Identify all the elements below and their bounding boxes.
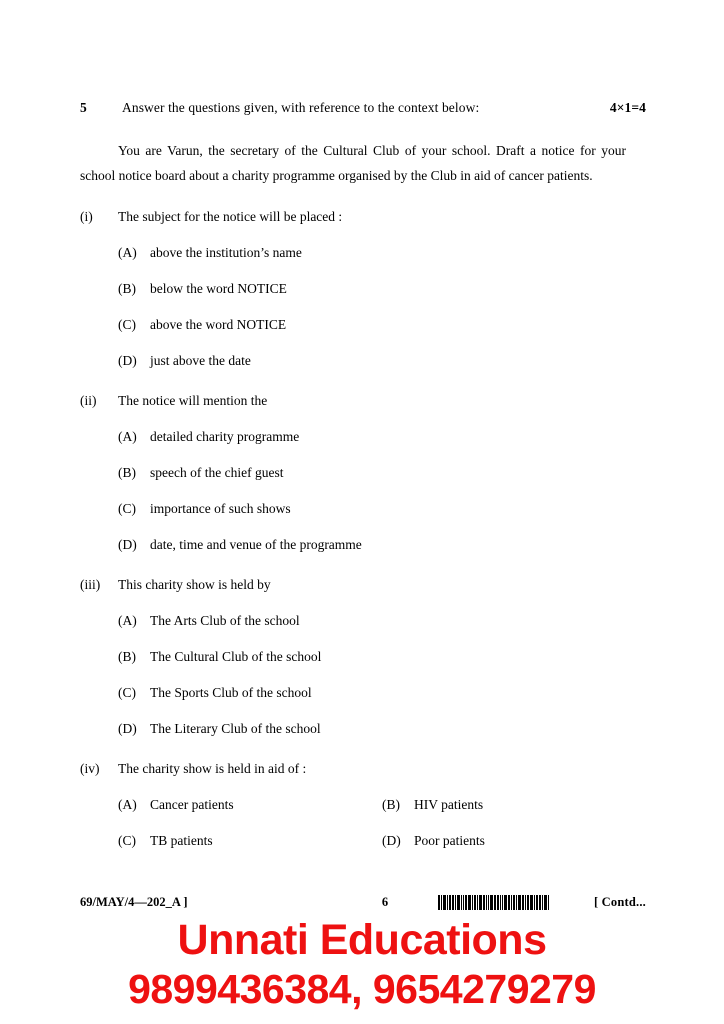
question-item [80, 206, 646, 372]
question-item [80, 574, 646, 740]
question-instruction: Answer the questions given, with reference to the context below: [122, 100, 480, 115]
overlay-phone-numbers: 9899436384, 9654279279 [128, 966, 596, 1012]
option-label: (C) [118, 685, 136, 700]
option-text: speech of the chief guest [150, 465, 284, 480]
option-text: The Literary Club of the school [150, 721, 321, 736]
option-text: detailed charity programme [150, 429, 300, 444]
item-label: (i) [80, 209, 93, 224]
option-row[interactable] [80, 534, 646, 556]
question-heading [80, 100, 646, 116]
item-stem-text: This charity show is held by [118, 577, 271, 592]
option-row[interactable] [118, 794, 382, 816]
option-text: above the word NOTICE [150, 317, 287, 332]
option-label: (C) [118, 833, 136, 848]
option-label: (D) [118, 721, 137, 736]
option-text: The Arts Club of the school [150, 613, 300, 628]
option-row[interactable] [80, 314, 646, 336]
question-block [80, 100, 646, 852]
option-label: (A) [118, 797, 137, 812]
option-label: (B) [118, 649, 136, 664]
question-item [80, 390, 646, 556]
item-label: (ii) [80, 393, 97, 408]
option-row[interactable] [80, 350, 646, 372]
footer-paper-code: 69/MAY/4—202_A ] [80, 895, 188, 909]
option-label: (D) [382, 833, 401, 848]
question-number: 5 [80, 100, 87, 115]
item-stem-text: The notice will mention the [118, 393, 268, 408]
option-label: (C) [118, 501, 136, 516]
footer-page-number: 6 [381, 895, 389, 909]
option-label: (A) [118, 613, 137, 628]
option-row[interactable] [80, 646, 646, 668]
option-text: Cancer patients [150, 797, 234, 812]
option-text: below the word NOTICE [150, 281, 287, 296]
option-text: The Cultural Club of the school [150, 649, 322, 664]
barcode-icon [438, 895, 550, 910]
option-row-pair [80, 794, 646, 816]
footer-contd: [ Contd... [593, 895, 646, 909]
option-text: above the institution’s name [150, 245, 302, 260]
item-stem [80, 758, 646, 780]
option-text: HIV patients [414, 797, 484, 812]
option-text: importance of such shows [150, 501, 291, 516]
option-text: The Sports Club of the school [150, 685, 312, 700]
option-row[interactable] [80, 718, 646, 740]
question-item [80, 758, 646, 852]
option-label: (D) [118, 353, 137, 368]
option-text: date, time and venue of the programme [150, 537, 362, 552]
option-text: TB patients [150, 833, 213, 848]
overlay-advertisement [0, 915, 724, 1013]
item-label: (iii) [80, 577, 101, 592]
option-row[interactable] [80, 242, 646, 264]
option-row[interactable] [80, 462, 646, 484]
item-stem [80, 390, 646, 412]
option-row[interactable] [80, 278, 646, 300]
question-marks: 4×1=4 [609, 100, 646, 115]
option-text: just above the date [150, 353, 251, 368]
option-label: (D) [118, 537, 137, 552]
option-text: Poor patients [414, 833, 485, 848]
option-row[interactable] [382, 794, 646, 816]
option-label: (A) [118, 245, 137, 260]
item-stem-text: The charity show is held in aid of : [118, 761, 307, 776]
page-footer [80, 895, 646, 910]
option-row[interactable] [118, 830, 382, 852]
option-row[interactable] [80, 498, 646, 520]
option-row[interactable] [80, 426, 646, 448]
item-stem-text: The subject for the notice will be placed : [118, 209, 343, 224]
option-label: (B) [118, 465, 136, 480]
item-stem [80, 206, 646, 228]
passage-text: You are Varun, the secretary of the Cultural Club of your school. Draft a notice for your school notice board about a charity programme organised by the Club in aid of cancer patients. [80, 143, 626, 183]
option-row[interactable] [382, 830, 646, 852]
option-label: (A) [118, 429, 137, 444]
item-label: (iv) [80, 761, 100, 776]
option-row[interactable] [80, 682, 646, 704]
item-stem [80, 574, 646, 596]
question-passage [80, 138, 626, 188]
option-row[interactable] [80, 610, 646, 632]
option-row-pair [80, 830, 646, 852]
option-label: (B) [118, 281, 136, 296]
option-label: (C) [118, 317, 136, 332]
overlay-brand-name: Unnati Educations [177, 916, 547, 964]
option-label: (B) [382, 797, 400, 812]
